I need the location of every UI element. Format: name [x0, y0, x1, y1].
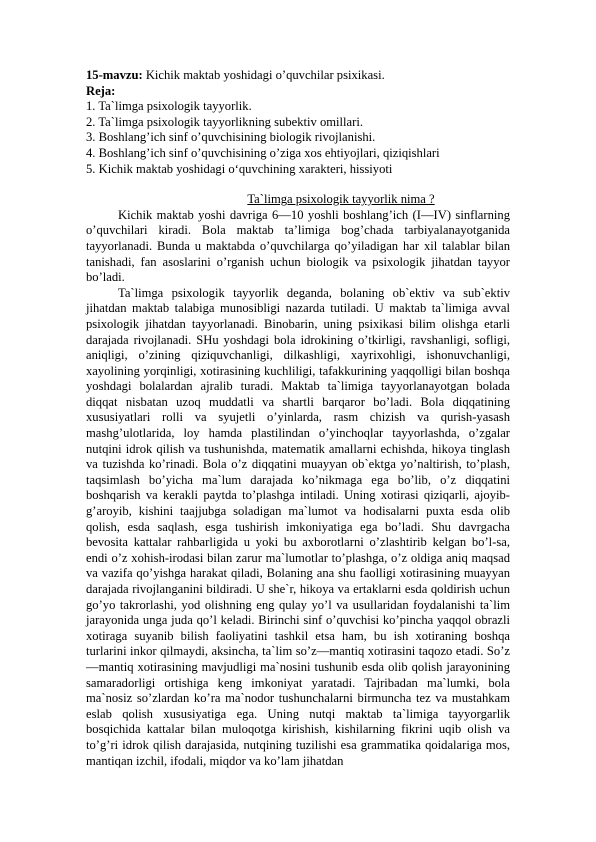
plan-item: 5. Kichik maktab yoshidagi o‘quvchining xarakteri, hissiyoti	[86, 161, 393, 176]
body-paragraph: Ta`limga psixologik tayyorlik deganda, bolaning ob`ektiv va sub`ektiv jihatdan maktab talabiga munosibligi nazarda tutiladi. U maktab ta`limiga avval psixologik jihatdan tayyorlanadi. Binobarin, uning psixikasi bilim olishga etarli darajada rivojlanadi. SHu yoshdagi bola idrokining o’tkirligi, ravshanligi, sofligi, aniqligi, o’zining qiziquvchanligi, dilkashligi, xayrixohligi, ishonuvchanligi, xayolining yorqinligi, xotirasining kuchliligi, tafakkurining yaqqolligi bilan boshqa yoshdagi bolalardan ajralib turadi. Maktab ta`limiga tayyorlanayotgan bolada diqqat nisbatan uzoq muddatli va shartli barqaror bo’ladi. Bola diqqatining xususiyatlari rolli va syujetli o’yinlarda, rasm chizish va qurish-yasash mashg’ulotlarida, loy hamda plastilindan o’yinchoqlar tayyorlashda, o’zgalar nutqini idrok qilish va tushunishda, matematik amallarni echishda, hikoya tinglash va tuzishda ko’rinadi. Bola o’z diqqatini muayyan ob`ektga yo’naltirish, to’plash, taqsimlash bo’yicha ma`lum darajada ko’nikmaga ega bo’lib, o’z diqqatini boshqarish va kerakli paytda to’plashga intiladi. Uning xotirasi qiziqarli, ajoyib-g’aroyib, kishini taajjubga soladigan ma`lumot va hodisalarni puxta esda olib qolish, esda saqlash, esga tushirish imkoniyatiga ega bo’ladi. Shu davrgacha bevosita kattalar rahbarligida u yoki bu axborotlarni o’zlashtirib kelgan bo’l-sa, endi o’z xohish-irodasi bilan zarur ma`lumotlar to’plashga, o’z oldiga aniq maqsad va vazifa qo’yishga harakat qiladi, Bolaning ana shu faolligi xotirasining muayyan darajada rivojlanganini bildiradi. U she`r, hikoya va ertaklarni esda qoldirish uchun go’yo takrorlashi, yod olishning eng qulay yo’l va usullaridan foydalanishi ta`lim jarayonida unga juda qo’l keladi. Birinchi sinf o’quvchisi ko’pincha yaqqol obrazli xotiraga suyanib bilish faoliyatini tashkil etsa ham, bu ish xotiraning boshqa turlarini inkor qilmaydi, aksincha, ta`lim so’z—mantiq xotirasini taqozo etadi. So’z—mantiq xotirasining mavjudligi ma`nosini tushunib esda olib qolish jarayonining samaradorligi ortishiga keng imkoniyat yaratadi. Tajribadan ma`lumki, bola ma`nosiz so’zlardan ko’ra ma`nodor tushunchalarni birmuncha tez va mustahkam eslab qolish xususiyatiga ega. Uning nutqi maktab ta`limiga tayyorgarlik bosqichida kattalar bilan muloqotga kirishish, kishilarning fikrini uqib olish va to’g’ri idrok qilish darajasida, nutqining tuzilishi esa grammatika qoidalariga mos, mantiqan izchil, ifodali, miqdor va ko’lam jihatdan	[86, 285, 510, 768]
topic-title: Kichik maktab yoshidagi o’quvchilar psixikasi.	[145, 68, 385, 82]
plan-label: Reja:	[86, 83, 116, 98]
plan-item: 4. Boshlang’ich sinf o’quvchisining o’ziga xos ehtiyojlari, qiziqishlari	[86, 145, 440, 160]
topic-heading	[86, 68, 510, 84]
plan-item: 2. Ta`limga psixologik tayyorlikning subektiv omillari.	[86, 114, 363, 129]
topic-label: 15-mavzu:	[86, 68, 143, 82]
body-paragraph: Kichik maktab yoshi davriga 6—10 yoshli boshlang’ich (I—IV) sinflarning o’quvchilari kiradi. Bola maktab ta’limiga bog’chada tarbiyalanayotganida tayyorlanadi. Bunda u maktabda o’quvchilarga qo’yiladigan har xil talablar bilan tanishadi, fan asoslarini o’rganish uchun biologik va psixologik jihatdan tayyor bo’ladi.	[86, 207, 510, 285]
document-page	[86, 68, 510, 769]
plan-list	[86, 99, 510, 177]
plan-item: 3. Boshlang’ich sinf o’quvchisining biologik rivojlanishi.	[86, 130, 376, 145]
plan-item: 1. Ta`limga psixologik tayyorlik.	[86, 99, 252, 114]
section-title: Ta`limga psixologik tayyorlik nima ?	[247, 192, 435, 207]
